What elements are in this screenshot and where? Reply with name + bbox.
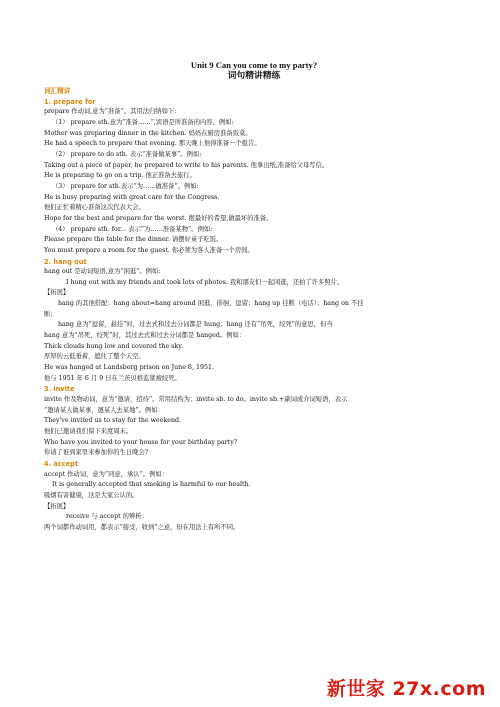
- text-line: He is busy preparing with great care for the Congress.: [44, 193, 220, 201]
- text-line: （1） prepare sth.意为“准备……”,宾语是所准备的内容。例如:: [52, 118, 234, 126]
- extension-label: 【拓展】: [44, 502, 70, 510]
- text-line: Hope for the best and prepare for the worst. 抱最好的希望,做最坏的准备。: [44, 214, 273, 222]
- text-line: 他们正忙着精心准备这次代表大会。: [44, 204, 145, 212]
- text-line: 吸烟有害健康，这是大家公认的。: [44, 491, 139, 499]
- text-line: You must prepare a room for the guest. 你必须为客人准备一个房间。: [44, 246, 254, 254]
- text-line: Please prepare the table for the dinner. 请摆好桌子吃饭。: [44, 236, 223, 244]
- site-watermark: 新世家 27x.com: [326, 678, 486, 700]
- text-line: Mother was preparing dinner in the kitchen. 妈妈在厨房准备饭菜。: [44, 129, 252, 137]
- item-heading-invite: 3. invite: [44, 385, 75, 394]
- text-line: prepare 作动词,意为“准备”。其用法归纳如下:: [44, 108, 177, 116]
- text-line: hang 意为“吊死，绞死”时，其过去式和过去分词都是 hanged。例如：: [44, 332, 246, 340]
- text-line: hang 的其他搭配：hang about=hang around 闲逛，徘徊，逗留；hang up 挂断（电话）；hang on 不挂: [58, 300, 364, 308]
- text-line: 厚厚的云低垂着，遮住了整个天空。: [44, 353, 145, 361]
- text-line: Taking out a piece of paper, he prepared to write to his parents. 他拿出纸,准备给父母写信。: [44, 161, 329, 169]
- text-line: 他与 1951 年 6 月 9 日在兰茨贝格监狱被绞死。: [44, 374, 181, 382]
- text-line: 他们已邀请我们留下来度周末。: [44, 428, 133, 435]
- text-line: （4） prepare sth. for... 表示“为……准备某物”。例如:: [52, 225, 213, 233]
- item-heading-prepare-for: 1. prepare for: [44, 97, 96, 106]
- text-line: It is generally accepted that smoking is harmful to our health.: [52, 481, 251, 489]
- text-line: He had a speech to prepare that evening. 那天晚上他得准备一个报告。: [44, 140, 261, 148]
- text-line: Thick clouds hung low and covered the sky.: [44, 342, 183, 350]
- item-heading-hang-out: 2. hang out: [44, 257, 87, 266]
- text-line: 断；: [44, 310, 57, 318]
- text-line: 两个词都作动词用，都表示“接受，收到”之意，但在用法上有所不同。: [44, 523, 240, 531]
- text-line: Who have you invited to your house for your birthday party?: [44, 438, 238, 446]
- text-line: receive 与 accept 的辨析：: [66, 513, 148, 521]
- text-line: （2） prepare to do sth. 表示“准备做某事”。例如:: [52, 150, 202, 158]
- unit-title: Unit 9 Can you come to my party?: [190, 60, 318, 70]
- text-line: （3） prepare for sth.表示“为……做准备”。例如:: [52, 182, 199, 190]
- text-line: He is preparing to go on a trip. 他正准备去旅行。: [44, 172, 196, 180]
- text-line: “邀请某人做某事，邀某人去某地”。例如：: [44, 406, 164, 414]
- section-heading-vocab: 词汇精讲: [44, 87, 71, 95]
- document-page: [44, 60, 464, 534]
- text-line: They've invited us to stay for the weekend.: [44, 417, 182, 425]
- text-line: 你请了谁到家里来参加你的生日晚会?: [44, 449, 149, 457]
- extension-label: 【拓展】: [44, 289, 70, 297]
- text-line: hang 意为“逗留，悬挂”时，过去式和过去分词都是 hung；hang 还有“吊死，绞死”的意思，但当: [58, 321, 333, 329]
- text-line: accept 作动词，意为“同意，承认”。例如：: [44, 470, 168, 478]
- text-line: hang out 是动词短语,意为“闲逛”。例如:: [44, 268, 161, 276]
- item-heading-accept: 4. accept: [44, 459, 78, 468]
- subtitle: 词句精讲精练: [227, 71, 281, 81]
- text-line: invite 作及物动词，意为“邀请，招待”。常用结构为：invite sb. to do。invite sb.+副词或介词短语，表示: [44, 396, 348, 404]
- text-line: He was hanged at Landsberg prison on June 8, 1951.: [44, 364, 214, 372]
- text-line: I hung out with my friends and took lots of photos. 我和朋友们一起闲逛，还拍了许多照片。: [66, 278, 344, 286]
